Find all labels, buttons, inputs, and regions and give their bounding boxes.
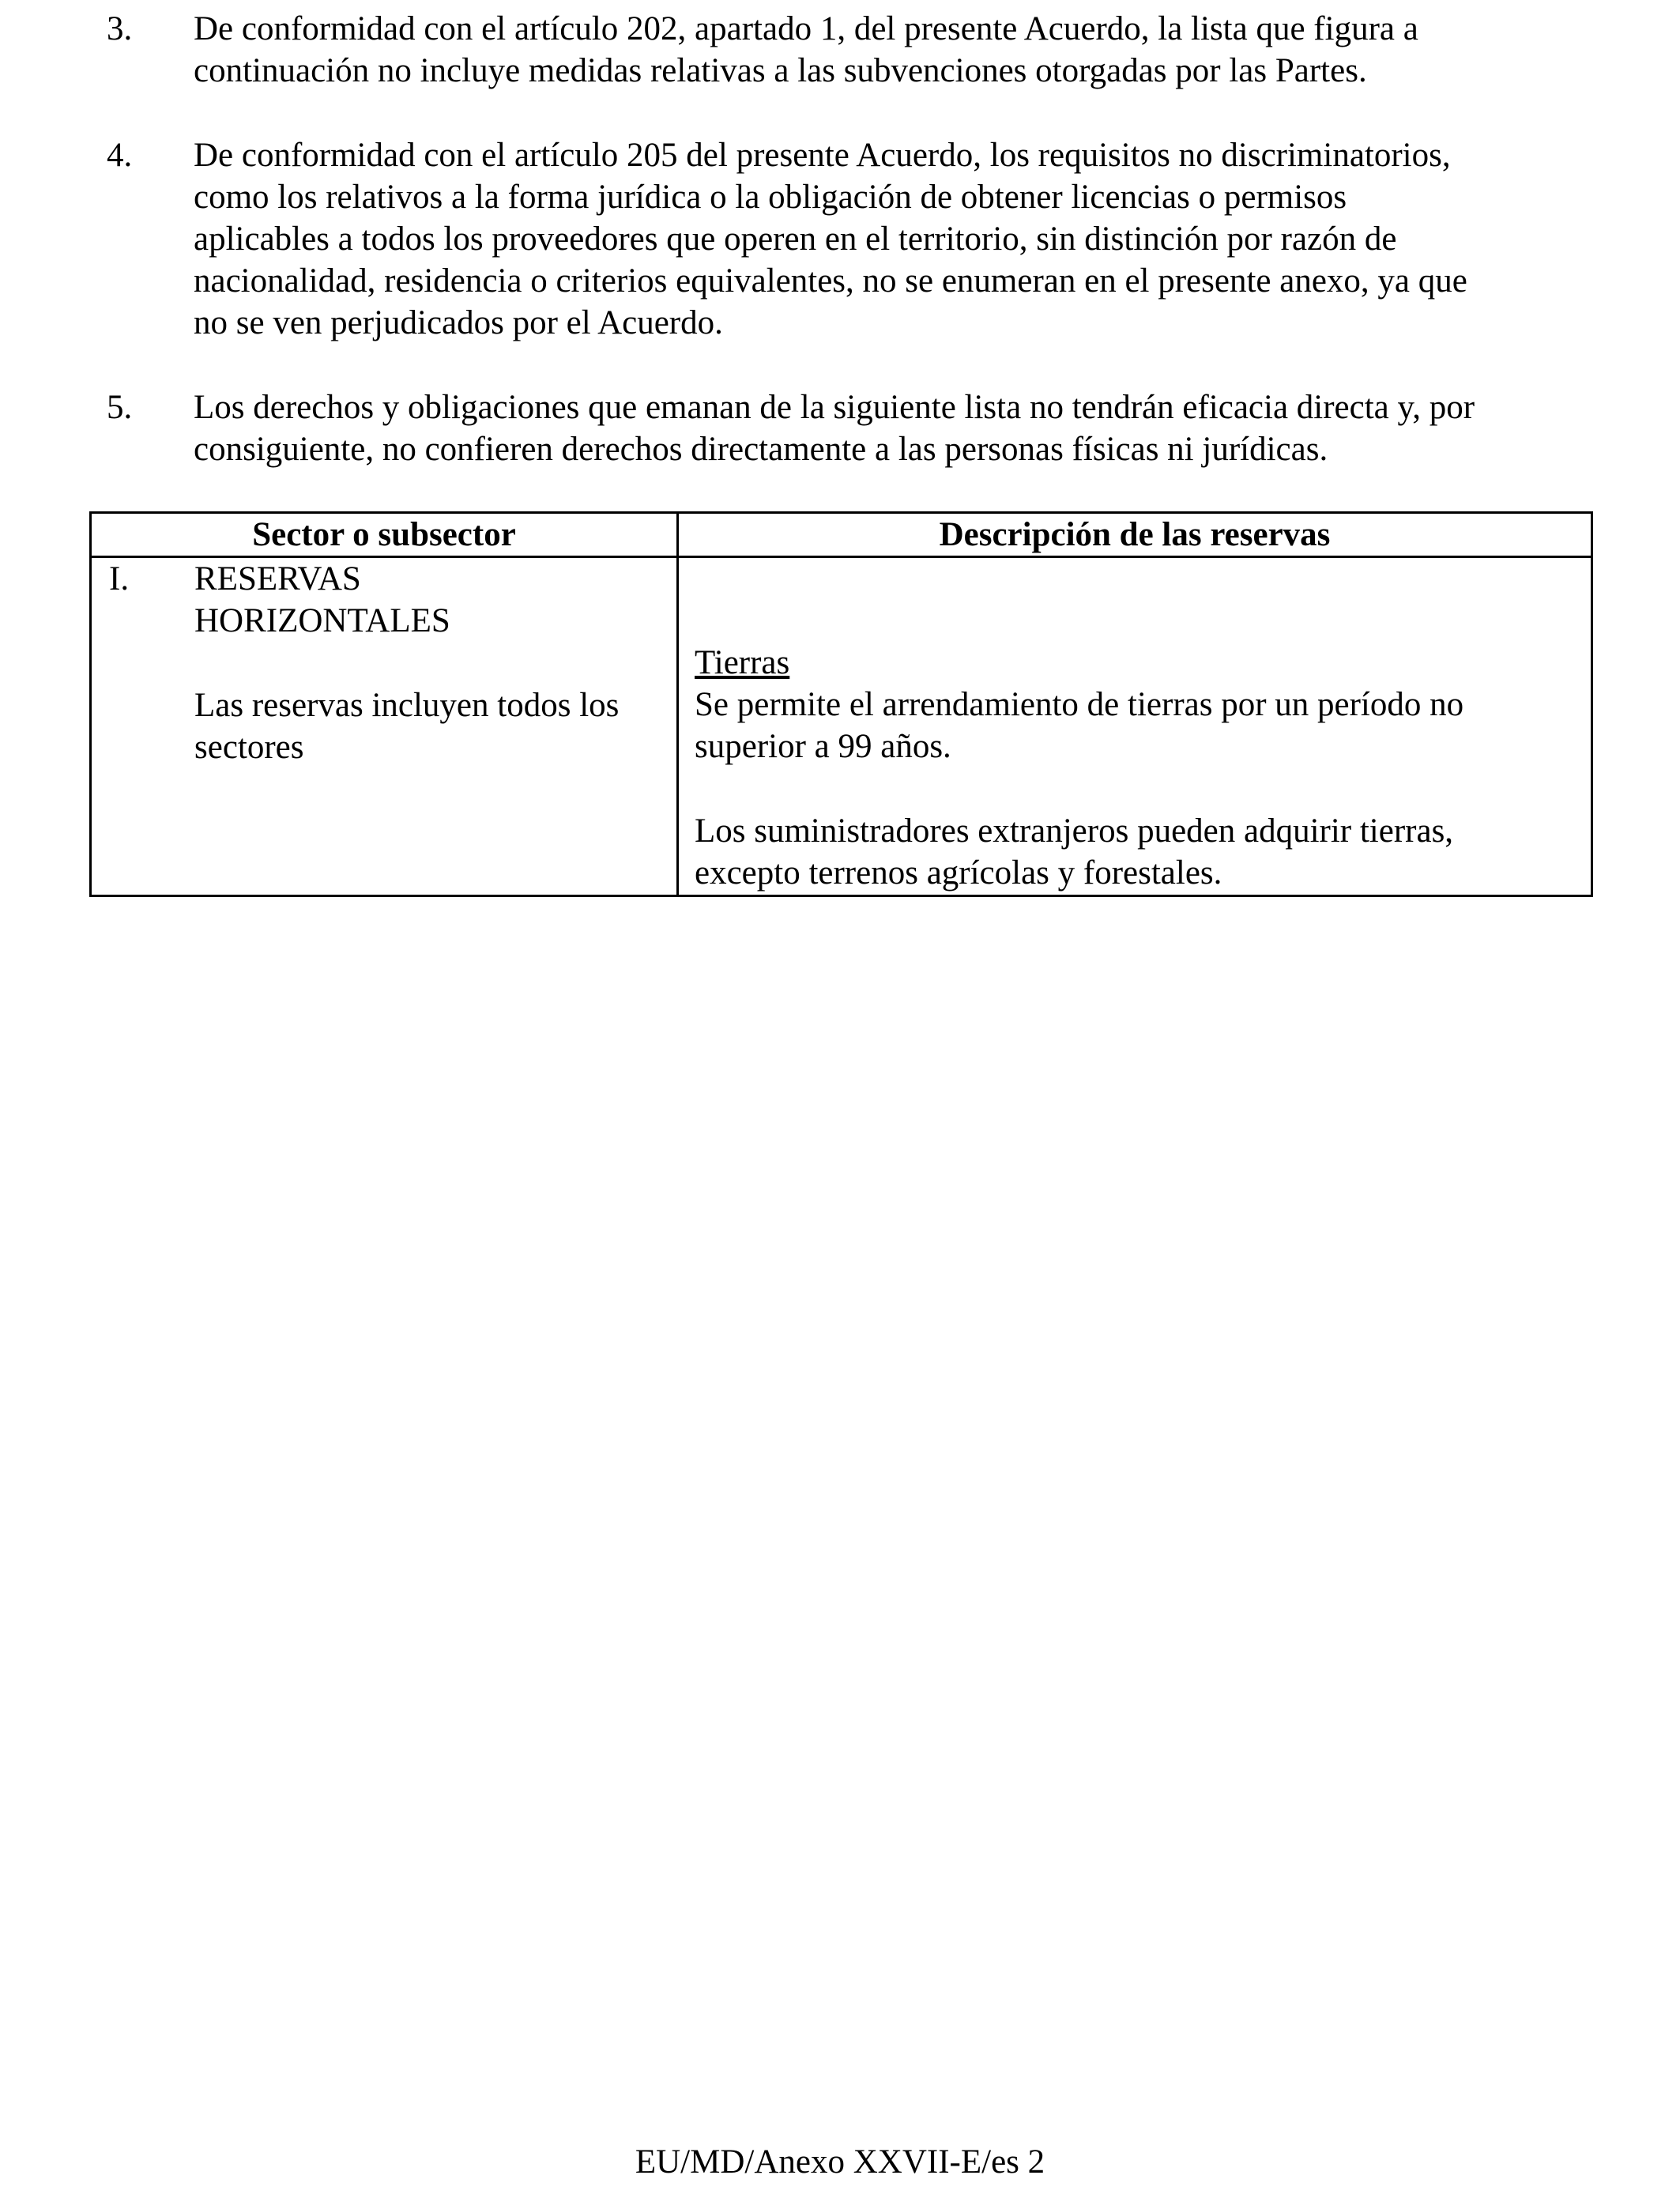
sector-cell [91, 557, 678, 896]
description-line: excepto terrenos agrícolas y forestales. [695, 854, 1222, 892]
reservations-table [89, 511, 1593, 897]
sector-title-line: RESERVAS [194, 560, 361, 598]
description-line: superior a 99 años. [695, 728, 951, 765]
header-sector: Sector o subsector [91, 513, 678, 557]
description-line: Se permite el arrendamiento de tierras por un período no [695, 686, 1464, 723]
paragraph-line: como los relativos a la forma jurídica o la obligación de obtener licencias o permisos [194, 179, 1347, 216]
sector-note [194, 684, 676, 768]
sector-note-line: Las reservas incluyen todos los [194, 687, 620, 724]
description-block [695, 810, 1580, 894]
paragraph-number: 3. [107, 10, 133, 47]
paragraph-4 [107, 134, 1592, 344]
paragraph-line: consiguiente, no confieren derechos directamente a las personas físicas ni jurídicas. [194, 431, 1328, 468]
paragraph-text [194, 134, 1592, 344]
sector-title-line: HORIZONTALES [194, 602, 450, 639]
table-header-row [91, 513, 1592, 557]
paragraph-line: no se ven perjudicados por el Acuerdo. [194, 304, 723, 341]
paragraph-line: nacionalidad, residencia o criterios equivalentes, no se enumeran en el presente anexo, ya que [194, 262, 1467, 300]
paragraph-number: 5. [107, 389, 133, 426]
sector-note-line: sectores [194, 729, 304, 766]
paragraph-3 [107, 8, 1592, 92]
paragraph-number: 4. [107, 137, 133, 174]
paragraph-line: continuación no incluye medidas relativas a las subvenciones otorgadas por las Partes. [194, 52, 1367, 89]
sector-title [194, 558, 669, 642]
description-heading: Tierras [695, 644, 790, 681]
paragraph-text [194, 386, 1592, 470]
paragraph-text [194, 8, 1592, 92]
sector-number: I. [109, 560, 130, 598]
paragraph-5 [107, 386, 1592, 470]
paragraph-line: Los derechos y obligaciones que emanan de la siguiente lista no tendrán eficacia directa y, por [194, 389, 1475, 426]
description-cell [678, 557, 1592, 896]
description-line: Los suministradores extranjeros pueden adquirir tierras, [695, 812, 1454, 850]
paragraph-line: De conformidad con el artículo 202, apartado 1, del presente Acuerdo, la lista que figura a [194, 10, 1418, 47]
header-description: Descripción de las reservas [678, 513, 1592, 557]
page-footer: EU/MD/Anexo XXVII-E/es 2 [635, 2143, 1045, 2181]
paragraph-line: De conformidad con el artículo 205 del presente Acuerdo, los requisitos no discriminatorios, [194, 137, 1451, 174]
description-block [695, 684, 1580, 767]
table-row [91, 557, 1592, 896]
paragraph-line: aplicables a todos los proveedores que operen en el territorio, sin distinción por razón de [194, 221, 1397, 258]
